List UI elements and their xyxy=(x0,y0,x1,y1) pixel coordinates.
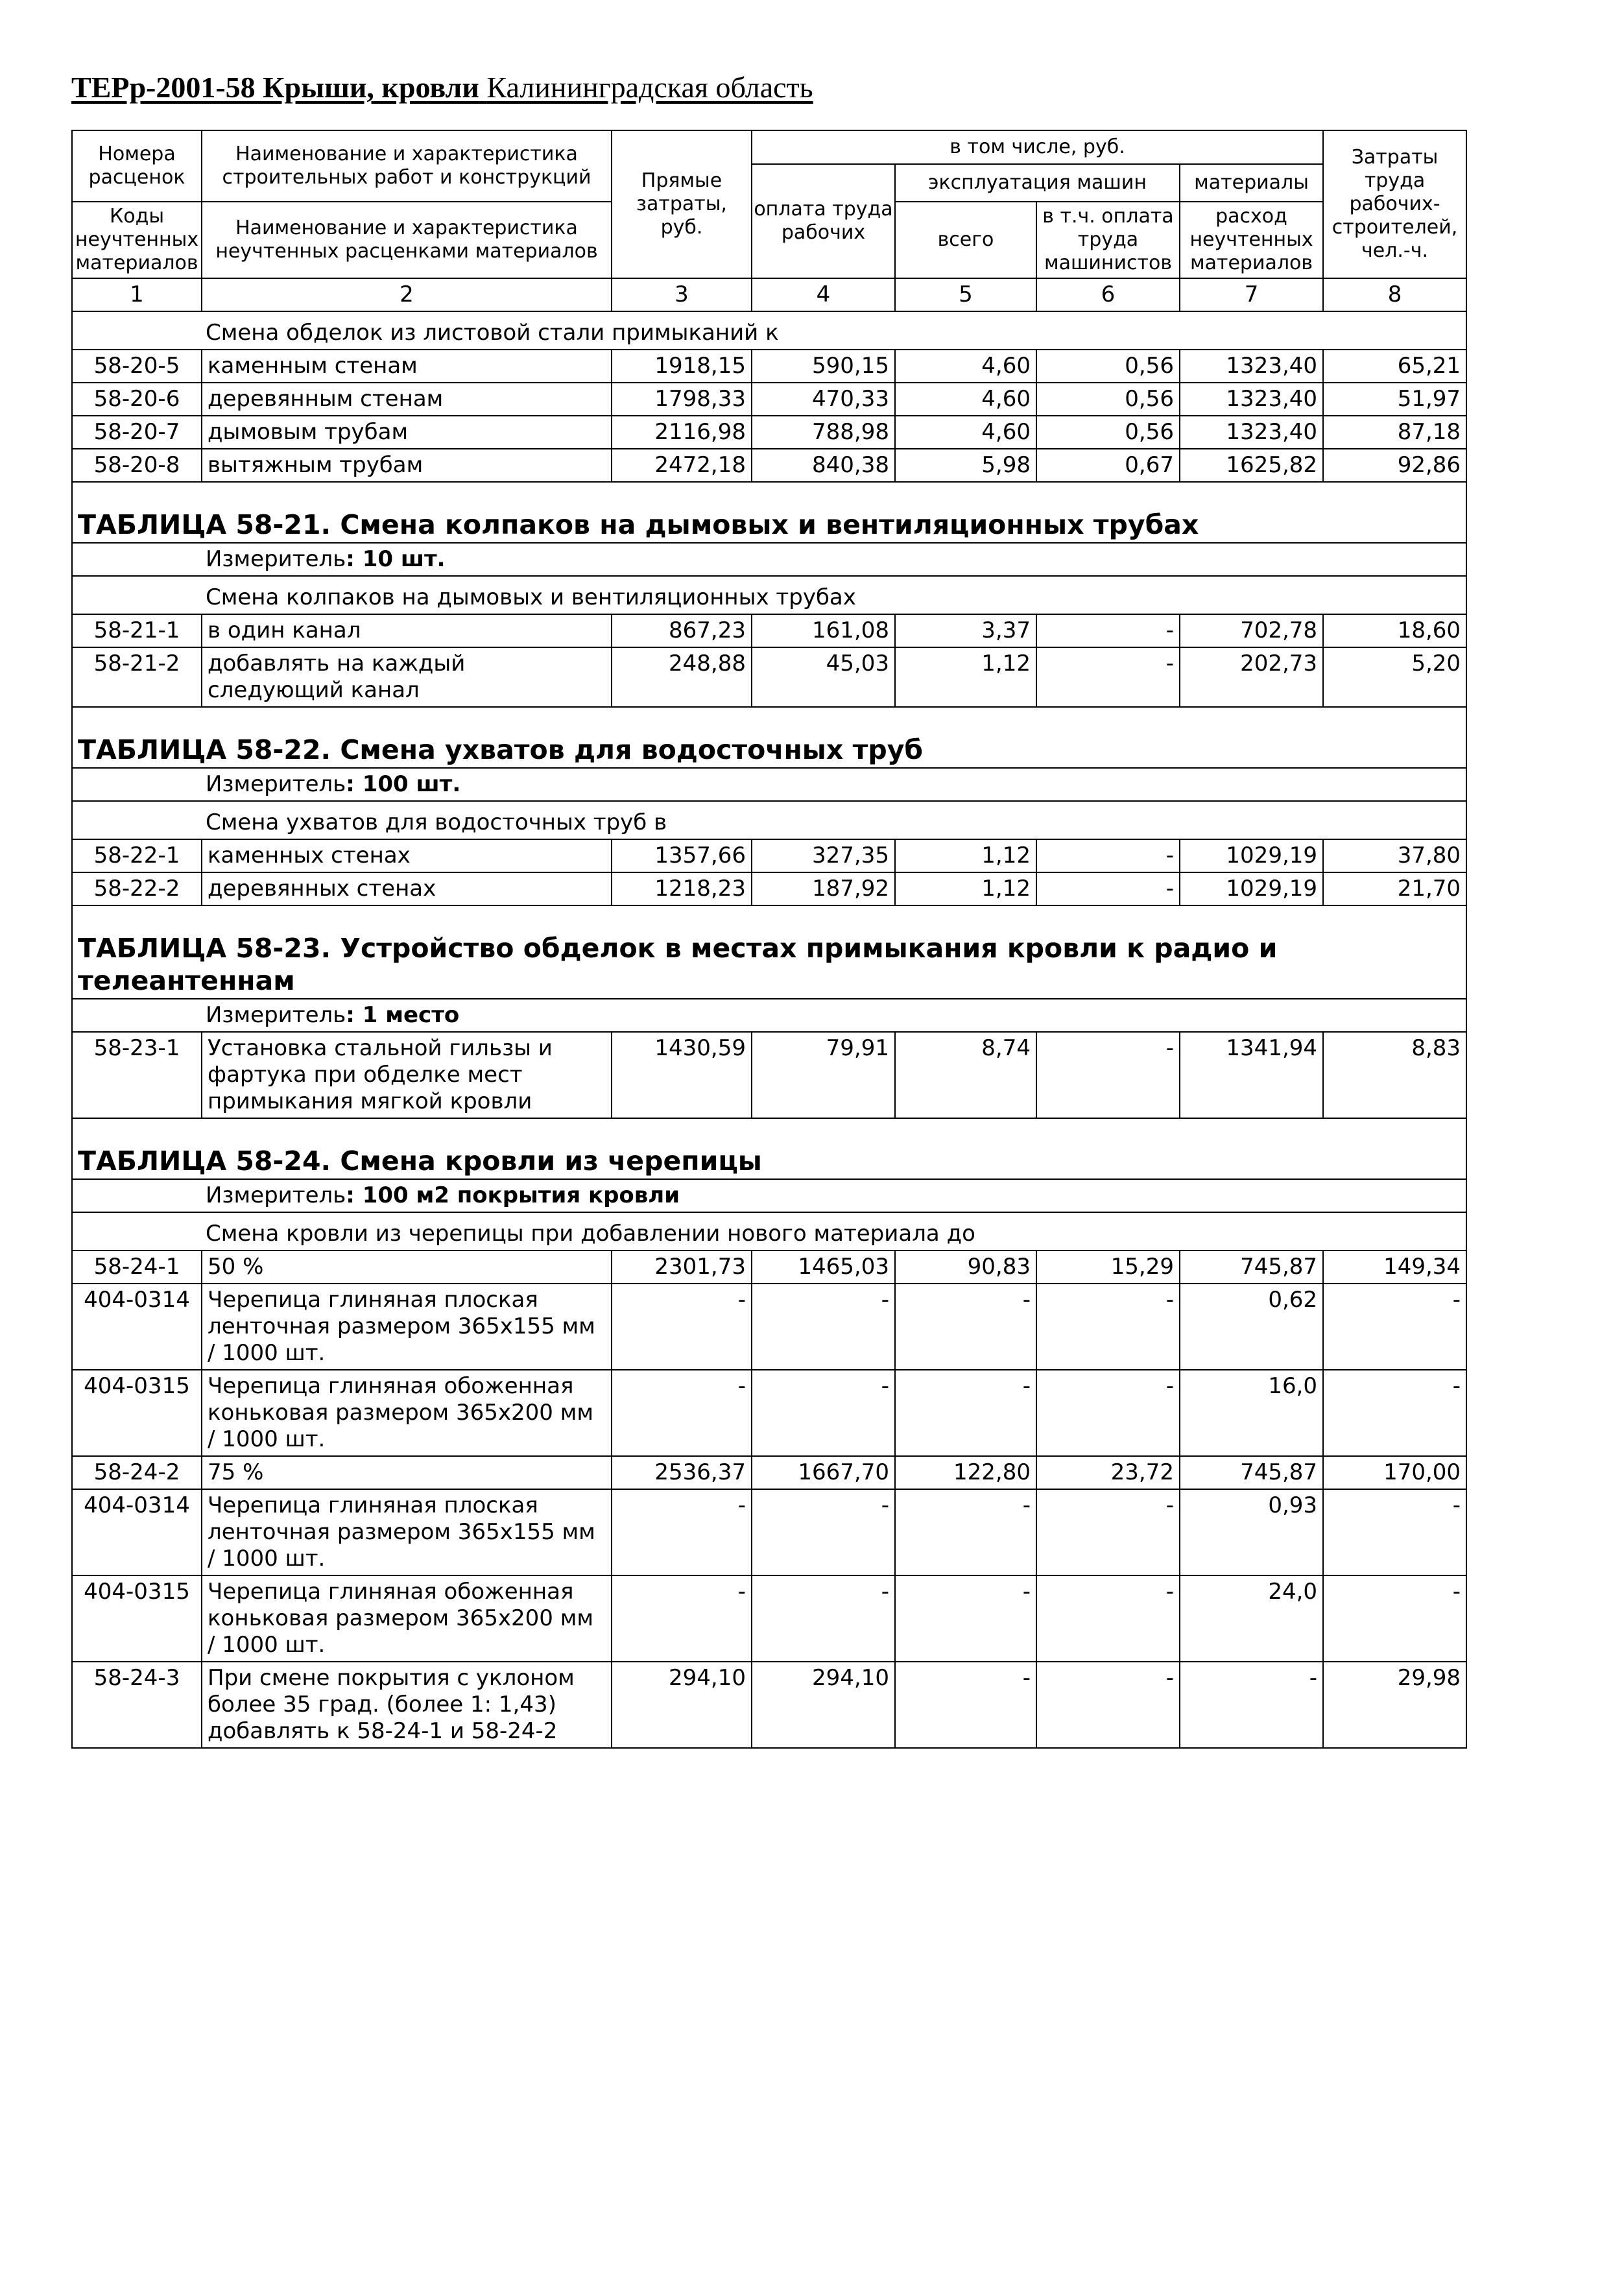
cell-rate-code: 58-21-2 xyxy=(72,647,202,707)
measure-value: : 100 м2 покрытия кровли xyxy=(346,1182,680,1208)
column-number: 6 xyxy=(1036,278,1180,311)
measure-value: : 1 место xyxy=(346,1002,460,1028)
cell-labor-hours: - xyxy=(1323,1489,1466,1575)
section-intro: Смена колпаков на дымовых и вентиляционных трубах xyxy=(72,576,1466,614)
cell-work-name: Черепица глиняная плоская ленточная размером 365х155 мм / 1000 шт. xyxy=(202,1489,612,1575)
cell-labor-pay: - xyxy=(752,1370,895,1456)
cell-machinists-pay: - xyxy=(1036,872,1180,905)
cell-labor-hours: 65,21 xyxy=(1323,350,1466,383)
header-labor-pay: оплата труда рабочих xyxy=(752,164,895,278)
cell-materials: 16,0 xyxy=(1180,1370,1323,1456)
cell-rate-code: 58-20-8 xyxy=(72,449,202,482)
cell-work-name: добавлять на каждый следующий канал xyxy=(202,647,612,707)
header-rate-numbers: Номера расценок xyxy=(72,130,202,202)
price-table xyxy=(71,130,1467,1749)
cell-labor-hours: 37,80 xyxy=(1323,839,1466,872)
table-row xyxy=(72,1284,1466,1370)
cell-labor-pay: - xyxy=(752,1489,895,1575)
cell-machinists-pay: 23,72 xyxy=(1036,1456,1180,1489)
cell-rate-code: 404-0314 xyxy=(72,1284,202,1370)
cell-machinists-pay: 0,67 xyxy=(1036,449,1180,482)
table-row xyxy=(72,1250,1466,1284)
column-number: 7 xyxy=(1180,278,1323,311)
header-machines: эксплуатация машин xyxy=(895,164,1180,202)
cell-work-name: Черепица глиняная обоженная коньковая размером 365х200 мм / 1000 шт. xyxy=(202,1370,612,1456)
cell-labor-hours: 8,83 xyxy=(1323,1032,1466,1118)
measure-value: : 100 шт. xyxy=(346,771,461,797)
cell-machinists-pay: - xyxy=(1036,1662,1180,1748)
cell-direct-costs: 2301,73 xyxy=(612,1250,752,1284)
header-machines-total: всего xyxy=(895,202,1036,278)
cell-machines-total: 8,74 xyxy=(895,1032,1036,1118)
cell-machines-total: 1,12 xyxy=(895,872,1036,905)
cell-materials: 1029,19 xyxy=(1180,872,1323,905)
cell-direct-costs: - xyxy=(612,1489,752,1575)
cell-machines-total: - xyxy=(895,1370,1036,1456)
measure-label: Измеритель xyxy=(206,1182,346,1208)
cell-machinists-pay: - xyxy=(1036,614,1180,647)
cell-work-name: деревянным стенам xyxy=(202,383,612,416)
cell-work-name: каменным стенам xyxy=(202,350,612,383)
table-row xyxy=(72,1662,1466,1748)
column-number: 3 xyxy=(612,278,752,311)
cell-labor-hours: - xyxy=(1323,1370,1466,1456)
cell-labor-hours: 5,20 xyxy=(1323,647,1466,707)
cell-labor-hours: 87,18 xyxy=(1323,416,1466,449)
table-row xyxy=(72,839,1466,872)
cell-rate-code: 404-0315 xyxy=(72,1575,202,1662)
table-heading: ТАБЛИЦА 58-23. Устройство обделок в местах примыкания кровли к радио и телеантеннам xyxy=(72,905,1466,999)
cell-direct-costs: - xyxy=(612,1284,752,1370)
cell-machinists-pay: - xyxy=(1036,647,1180,707)
cell-direct-costs: 2472,18 xyxy=(612,449,752,482)
cell-direct-costs: 1218,23 xyxy=(612,872,752,905)
cell-labor-hours: 18,60 xyxy=(1323,614,1466,647)
cell-machinists-pay: - xyxy=(1036,839,1180,872)
column-number: 5 xyxy=(895,278,1036,311)
cell-rate-code: 58-20-7 xyxy=(72,416,202,449)
cell-machines-total: - xyxy=(895,1284,1036,1370)
cell-labor-pay: 45,03 xyxy=(752,647,895,707)
cell-direct-costs: 1798,33 xyxy=(612,383,752,416)
cell-materials: 0,93 xyxy=(1180,1489,1323,1575)
cell-labor-pay: 161,08 xyxy=(752,614,895,647)
measure-label: Измеритель xyxy=(206,546,346,572)
cell-machines-total: 4,60 xyxy=(895,416,1036,449)
cell-rate-code: 58-20-6 xyxy=(72,383,202,416)
table-row xyxy=(72,1489,1466,1575)
cell-machines-total: 1,12 xyxy=(895,647,1036,707)
cell-direct-costs: 2536,37 xyxy=(612,1456,752,1489)
cell-work-name: Установка стальной гильзы и фартука при обделке мест примыкания мягкой кровли xyxy=(202,1032,612,1118)
cell-machines-total: 4,60 xyxy=(895,383,1036,416)
cell-materials: 702,78 xyxy=(1180,614,1323,647)
cell-labor-pay: 327,35 xyxy=(752,839,895,872)
cell-direct-costs: 1918,15 xyxy=(612,350,752,383)
cell-machines-total: - xyxy=(895,1489,1036,1575)
cell-labor-hours: 51,97 xyxy=(1323,383,1466,416)
title-region: Калининградская область xyxy=(486,71,813,104)
measure-label: Измеритель xyxy=(206,771,346,797)
table-heading: ТАБЛИЦА 58-24. Смена кровли из черепицы xyxy=(72,1118,1466,1179)
cell-work-name: дымовым трубам xyxy=(202,416,612,449)
cell-rate-code: 58-24-3 xyxy=(72,1662,202,1748)
cell-machines-total: 3,37 xyxy=(895,614,1036,647)
cell-machines-total: 122,80 xyxy=(895,1456,1036,1489)
cell-machinists-pay: - xyxy=(1036,1575,1180,1662)
cell-machinists-pay: - xyxy=(1036,1489,1180,1575)
cell-work-name: При смене покрытия с уклоном более 35 град. (более 1: 1,43) добавлять к 58-24-1 и 58-24-2 xyxy=(202,1662,612,1748)
cell-labor-hours: - xyxy=(1323,1284,1466,1370)
measure-unit xyxy=(72,768,1466,801)
cell-rate-code: 58-24-2 xyxy=(72,1456,202,1489)
table-row xyxy=(72,1032,1466,1118)
table-row xyxy=(72,350,1466,383)
section-intro: Смена ухватов для водосточных труб в xyxy=(72,801,1466,839)
table-row xyxy=(72,449,1466,482)
cell-machines-total: 1,12 xyxy=(895,839,1036,872)
cell-materials: 1323,40 xyxy=(1180,383,1323,416)
cell-labor-hours: 149,34 xyxy=(1323,1250,1466,1284)
cell-direct-costs: 1430,59 xyxy=(612,1032,752,1118)
cell-materials: 24,0 xyxy=(1180,1575,1323,1662)
cell-work-name: 75 % xyxy=(202,1456,612,1489)
cell-labor-hours: 29,98 xyxy=(1323,1662,1466,1748)
table-heading: ТАБЛИЦА 58-22. Смена ухватов для водосточных труб xyxy=(72,707,1466,768)
cell-materials: 1323,40 xyxy=(1180,416,1323,449)
header-work-name: Наименование и характеристика строительных работ и конструкций xyxy=(202,130,612,202)
cell-labor-pay: 788,98 xyxy=(752,416,895,449)
column-number: 8 xyxy=(1323,278,1466,311)
cell-direct-costs: 294,10 xyxy=(612,1662,752,1748)
cell-materials: - xyxy=(1180,1662,1323,1748)
cell-labor-pay: 590,15 xyxy=(752,350,895,383)
column-number: 2 xyxy=(202,278,612,311)
section-intro: Смена кровли из черепицы при добавлении нового материала до xyxy=(72,1212,1466,1250)
cell-labor-pay: 187,92 xyxy=(752,872,895,905)
cell-direct-costs: 867,23 xyxy=(612,614,752,647)
cell-machines-total: 4,60 xyxy=(895,350,1036,383)
cell-work-name: вытяжным трубам xyxy=(202,449,612,482)
cell-work-name: в один канал xyxy=(202,614,612,647)
cell-machines-total: 5,98 xyxy=(895,449,1036,482)
header-labor-hours: Затраты труда рабочих-строителей, чел.-ч. xyxy=(1323,130,1466,278)
cell-rate-code: 404-0314 xyxy=(72,1489,202,1575)
cell-rate-code: 58-21-1 xyxy=(72,614,202,647)
cell-materials: 745,87 xyxy=(1180,1456,1323,1489)
cell-labor-pay: 79,91 xyxy=(752,1032,895,1118)
cell-machinists-pay: 0,56 xyxy=(1036,350,1180,383)
cell-labor-hours: - xyxy=(1323,1575,1466,1662)
cell-machinists-pay: 0,56 xyxy=(1036,383,1180,416)
cell-labor-hours: 21,70 xyxy=(1323,872,1466,905)
table-row xyxy=(72,614,1466,647)
cell-work-name: Черепица глиняная обоженная коньковая размером 365х200 мм / 1000 шт. xyxy=(202,1575,612,1662)
cell-materials: 745,87 xyxy=(1180,1250,1323,1284)
cell-machinists-pay: - xyxy=(1036,1370,1180,1456)
cell-rate-code: 58-20-5 xyxy=(72,350,202,383)
measure-unit xyxy=(72,1179,1466,1212)
cell-rate-code: 58-23-1 xyxy=(72,1032,202,1118)
table-heading: ТАБЛИЦА 58-21. Смена колпаков на дымовых и вентиляционных трубах xyxy=(72,482,1466,543)
cell-labor-pay: 294,10 xyxy=(752,1662,895,1748)
header-materials-consumption: расход неучтенных материалов xyxy=(1180,202,1323,278)
cell-work-name: 50 % xyxy=(202,1250,612,1284)
cell-work-name: Черепица глиняная плоская ленточная размером 365х155 мм / 1000 шт. xyxy=(202,1284,612,1370)
cell-labor-pay: 1667,70 xyxy=(752,1456,895,1489)
cell-rate-code: 58-22-2 xyxy=(72,872,202,905)
table-row xyxy=(72,872,1466,905)
column-number: 1 xyxy=(72,278,202,311)
cell-direct-costs: - xyxy=(612,1370,752,1456)
cell-machinists-pay: 0,56 xyxy=(1036,416,1180,449)
measure-value: : 10 шт. xyxy=(346,546,446,572)
header-materials: материалы xyxy=(1180,164,1323,202)
header-machinists-pay: в т.ч. оплата труда машинистов xyxy=(1036,202,1180,278)
cell-labor-pay: - xyxy=(752,1284,895,1370)
measure-label: Измеритель xyxy=(206,1002,346,1028)
cell-machines-total: 90,83 xyxy=(895,1250,1036,1284)
measure-unit xyxy=(72,999,1466,1032)
cell-direct-costs: 248,88 xyxy=(612,647,752,707)
cell-machinists-pay: - xyxy=(1036,1284,1180,1370)
cell-work-name: деревянных стенах xyxy=(202,872,612,905)
cell-rate-code: 58-24-1 xyxy=(72,1250,202,1284)
table-row xyxy=(72,383,1466,416)
cell-materials: 202,73 xyxy=(1180,647,1323,707)
table-row xyxy=(72,1456,1466,1489)
cell-materials: 1341,94 xyxy=(1180,1032,1323,1118)
cell-direct-costs: 1357,66 xyxy=(612,839,752,872)
cell-labor-pay: 470,33 xyxy=(752,383,895,416)
cell-rate-code: 404-0315 xyxy=(72,1370,202,1456)
table-row xyxy=(72,647,1466,707)
header-material-names: Наименование и характеристика неучтенных расценками материалов xyxy=(202,202,612,278)
cell-machines-total: - xyxy=(895,1575,1036,1662)
cell-labor-pay: - xyxy=(752,1575,895,1662)
cell-direct-costs: - xyxy=(612,1575,752,1662)
cell-work-name: каменных стенах xyxy=(202,839,612,872)
table-row xyxy=(72,416,1466,449)
header-material-codes: Коды неучтенных материалов xyxy=(72,202,202,278)
cell-machinists-pay: - xyxy=(1036,1032,1180,1118)
table-row xyxy=(72,1575,1466,1662)
cell-materials: 1625,82 xyxy=(1180,449,1323,482)
cell-rate-code: 58-22-1 xyxy=(72,839,202,872)
column-number: 4 xyxy=(752,278,895,311)
cell-materials: 0,62 xyxy=(1180,1284,1323,1370)
table-row xyxy=(72,1370,1466,1456)
header-direct-costs: Прямые затраты, руб. xyxy=(612,130,752,278)
cell-materials: 1029,19 xyxy=(1180,839,1323,872)
section-intro: Смена обделок из листовой стали примыканий к xyxy=(72,311,1466,350)
cell-labor-pay: 840,38 xyxy=(752,449,895,482)
cell-labor-pay: 1465,03 xyxy=(752,1250,895,1284)
cell-machines-total: - xyxy=(895,1662,1036,1748)
cell-machinists-pay: 15,29 xyxy=(1036,1250,1180,1284)
document-title xyxy=(71,70,813,104)
cell-labor-hours: 170,00 xyxy=(1323,1456,1466,1489)
title-code: ТЕРр-2001-58 Крыши, кровли xyxy=(71,71,479,104)
cell-direct-costs: 2116,98 xyxy=(612,416,752,449)
cell-labor-hours: 92,86 xyxy=(1323,449,1466,482)
measure-unit xyxy=(72,543,1466,576)
cell-materials: 1323,40 xyxy=(1180,350,1323,383)
header-including: в том числе, руб. xyxy=(752,130,1323,164)
